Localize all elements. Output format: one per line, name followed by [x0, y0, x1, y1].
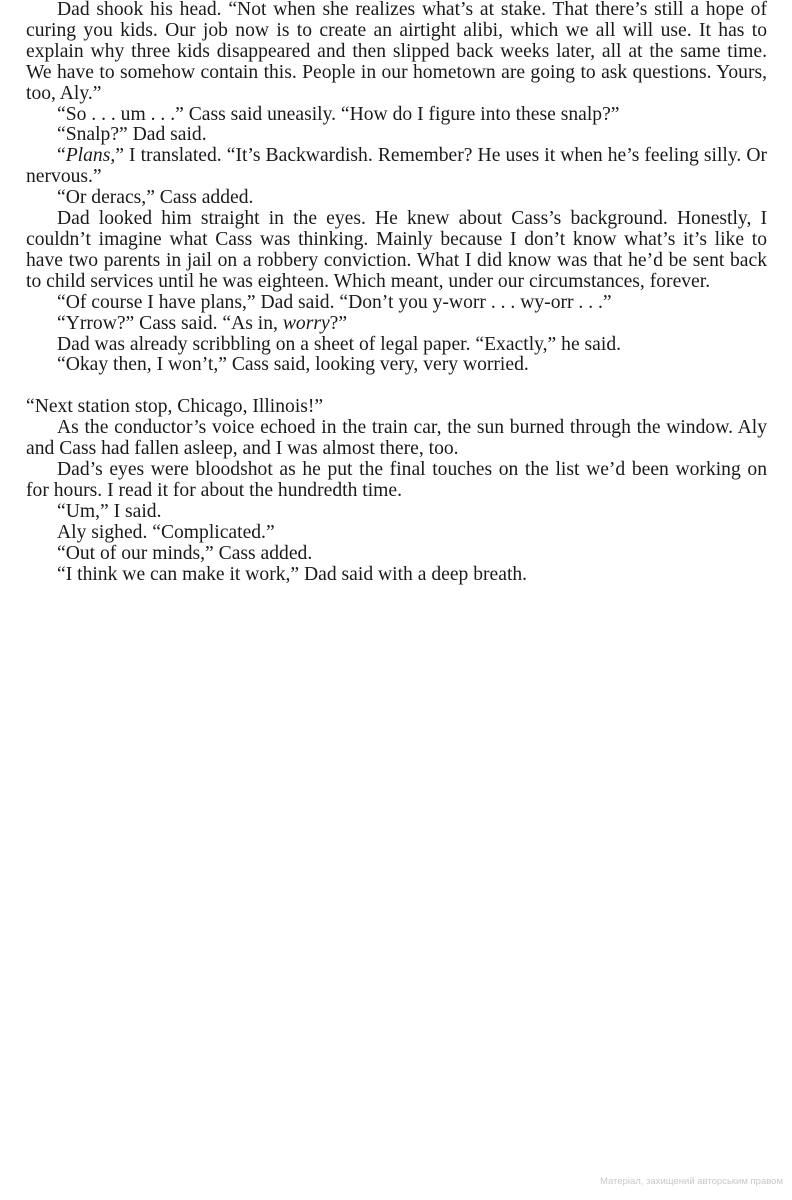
- paragraph-7: “Of course I have plans,” Dad said. “Don’t you y-worr . . . wy-orr . . .”: [57, 291, 612, 313]
- paragraph-15: Aly sighed. “Complicated.”: [57, 521, 275, 543]
- book-page: [26, 0, 767, 585]
- paragraph-10: “Okay then, I won’t,” Cass said, looking very, very worried.: [57, 354, 529, 376]
- paragraph-5: “Or deracs,” Cass added.: [57, 187, 254, 209]
- paragraph-4-rest: ” I translated. “It’s Backwardish. Remember? He uses it when he’s feeling silly. Or nervous.”: [26, 145, 767, 188]
- paragraph-3: “Snalp?” Dad said.: [57, 124, 207, 146]
- paragraph-14: “Um,” I said.: [57, 500, 162, 522]
- paragraph-4-open-quote: “: [57, 145, 66, 167]
- paragraph-2: “So . . . um . . .” Cass said uneasily. “How do I figure into these snalp?”: [57, 103, 620, 125]
- paragraph-4: [26, 146, 767, 188]
- copyright-watermark: Матеріал, захищений авторським правом: [599, 1176, 783, 1187]
- paragraph-1: Dad shook his head. “Not when she realizes what’s at stake. That there’s still a hope of curing you kids. Our job now is to create an airtight alibi, which we all will use. It has to explain why three kids disappeared and then slipped back weeks later, all at the same time. We have to somehow contain this. People in our hometown are going to ask questions. Yours, too, Aly.”: [26, 0, 767, 104]
- paragraph-4-italic-plans: Plans,: [65, 145, 116, 167]
- section-break-paragraph: “Next station stop, Chicago, Illinois!”: [26, 396, 324, 418]
- paragraph-6: Dad looked him straight in the eyes. He knew about Cass’s background. Honestly, I couldn’t imagine what Cass was thinking. Mainly because I don’t know what’s it’s like to have two parents in jail on a robbery conviction. What I did know was that he’d be sent back to child services until he was eighteen. Which meant, under our circumstances, forever.: [26, 208, 767, 292]
- paragraph-16: “Out of our minds,” Cass added.: [57, 542, 313, 564]
- paragraph-8-start: “Yrrow?” Cass said. “As in,: [57, 312, 283, 334]
- paragraph-12: As the conductor’s voice echoed in the train car, the sun burned through the window. Aly and Cass had fallen asleep, and I was almost there, too.: [26, 417, 767, 460]
- paragraph-8: [26, 314, 767, 335]
- paragraph-13: Dad’s eyes were bloodshot as he put the final touches on the list we’d been working on for hours. I read it for about the hundredth time.: [26, 459, 767, 501]
- paragraph-8-italic-worry: worry: [282, 312, 330, 334]
- paragraph-8-end: ?”: [329, 312, 348, 334]
- paragraph-9: Dad was already scribbling on a sheet of legal paper. “Exactly,” he said.: [57, 333, 622, 355]
- paragraph-17: “I think we can make it work,” Dad said with a deep breath.: [57, 563, 528, 585]
